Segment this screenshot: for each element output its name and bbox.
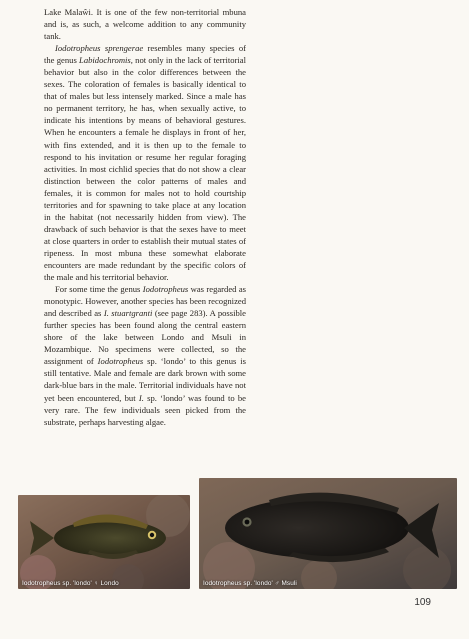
paragraph-3-text: sp. ‘londo’ was found to be very rare. The few individuals seen picked from the substrate, perhaps harvesting algae. (44, 392, 247, 427)
paragraph-3 (44, 283, 246, 428)
species-name: I. stuartgranti (103, 308, 153, 319)
paragraph-3-text: was regarded as monotypic. However, another species has been recognized and described as (44, 284, 246, 319)
photo-caption: Iodotropheus sp. 'londo' ♂ Msuli (203, 580, 297, 587)
photo-male-fish (199, 478, 457, 589)
species-name: Iodotropheus sprengerae (55, 43, 144, 54)
fish-photo-illustration (18, 495, 190, 589)
photo-caption: Iodotropheus sp. 'londo' ♀ Londo (22, 580, 119, 587)
paragraph-2 (44, 42, 246, 283)
fish-photo-illustration (199, 478, 457, 589)
photo-female-fish (18, 495, 190, 589)
page-number: 109 (414, 597, 431, 608)
paragraph-2-text: , not only in the lack of territorial behavior but also in the color differences between the sexes. The coloration of females is basically identical to that of males but less intensely marked. Since a male has no permanent territory, he has, when sexually active, to indicate his intentions by means of behavioral gestures. When he encounters a female he displays in front of her, with fins extended, and it is then up to the female to respond to his invitation or resume her regular foraging activities. In most cichlid species that do not show a clear distinction between the color patterns of males and females, it is common for males not to hold courtship territories and for spawning to take place at any location in the habitat (not necessarily hidden from view). The drawback of such behavior is that the sexes have to meet at close quarters in order to establish their mutual states of ripeness. In most mbuna these somewhat elaborate encounters are made redundant by the specific colors of the male and his territorial behavior. (44, 55, 246, 283)
genus-name: Labidochromis (79, 55, 131, 66)
genus-name: Iodotropheus (142, 284, 189, 295)
text-column (44, 6, 246, 428)
species-name: I. (138, 392, 144, 403)
paragraph-2-text: resembles many species of the genus (44, 43, 246, 66)
paragraph-3-text: For some time the genus (55, 284, 143, 295)
paragraph-3-text: (see page 283). A possible further species has been found along the central eastern shore of the lake between Londo and Msuli in Mozambique. No specimens were collected, so the assignment of (44, 308, 246, 367)
genus-name: Iodotropheus (97, 356, 144, 367)
paragraph-1 (44, 6, 246, 42)
paragraph-3-text: sp. ‘londo’ to this genus is still tentative. Male and female are dark brown with some dark-blue bars in the male. Territorial individuals have not yet been encountered, but (44, 356, 246, 403)
paragraph-1-text: Lake Malaŵi. It is one of the few non-territorial mbuna and is, as such, a welcome addition to any community tank. (44, 7, 246, 42)
